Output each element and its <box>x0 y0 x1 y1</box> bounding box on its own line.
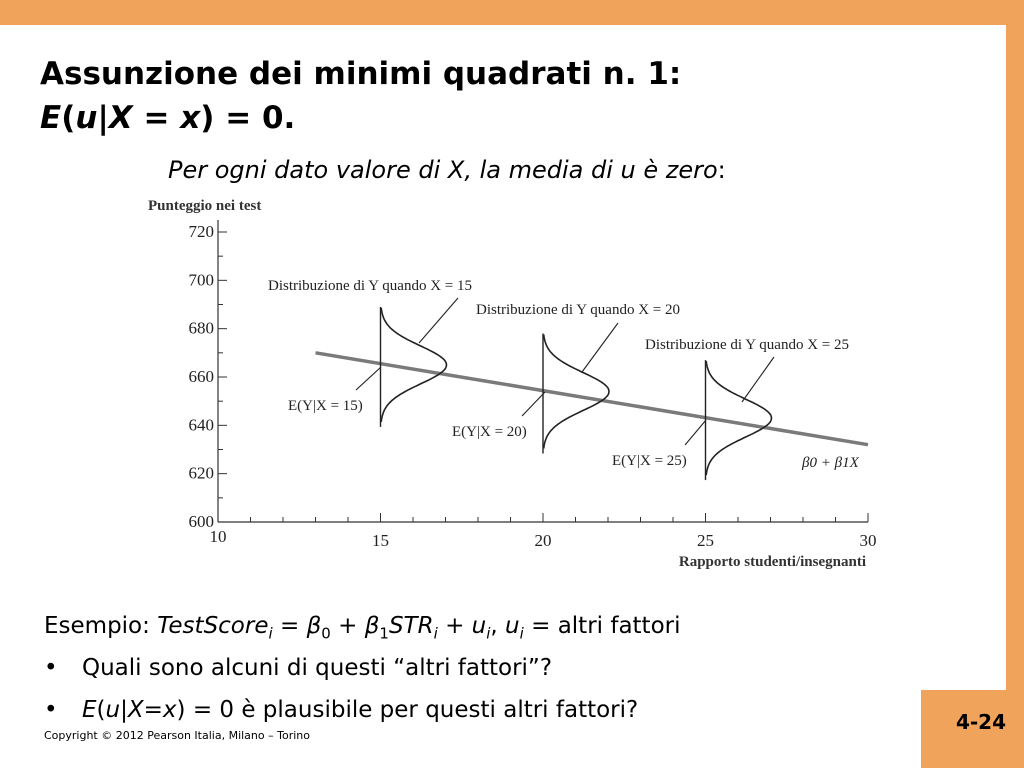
title-line-2: E(u|X = x) = 0. <box>40 100 296 136</box>
distribution-label: Distribuzione di Y quando X = 20 <box>476 302 680 318</box>
bullet-dot-icon: • <box>44 697 58 723</box>
regression-line-label: β0 + β1X <box>802 455 859 471</box>
regression-line-group <box>316 353 869 471</box>
mean-label-pointer <box>356 367 381 390</box>
x-tick-label: 15 <box>372 531 389 550</box>
example-row <box>44 606 681 648</box>
distribution-15 <box>268 278 472 427</box>
mean-label-pointer <box>522 392 545 416</box>
x-axis-label: Rapporto studenti/insegnanti <box>678 554 866 570</box>
x-tick-label: 30 <box>859 531 877 550</box>
bullet-item-1-text: Quali sono alcuni di questi “altri fattori”? <box>82 655 553 681</box>
regression-line <box>316 353 869 445</box>
page-number: 4-24 <box>955 710 1006 734</box>
bullet-list <box>44 606 681 732</box>
x-tick-label: 10 <box>209 527 227 546</box>
distribution-label-pointer <box>419 298 458 343</box>
bullet-item-2 <box>44 690 681 732</box>
title-line-1: Assunzione dei minimi quadrati n. 1: <box>40 56 682 92</box>
y-tick-label: 660 <box>188 367 214 386</box>
copyright-text: Copyright © 2012 Pearson Italia, Milano – Torino <box>44 729 310 742</box>
mean-label-pointer <box>685 420 706 445</box>
example-label: Esempio: <box>44 613 150 639</box>
y-tick-label: 640 <box>188 415 214 435</box>
mean-label: E(Y|X = 20) <box>452 424 527 440</box>
bullet-item-2-text: E(u|X=x) = 0 è plausibile per questi altri fattori? <box>82 697 639 723</box>
mean-label: E(Y|X = 15) <box>288 398 363 414</box>
bullet-item-1 <box>44 648 681 690</box>
distribution-label: Distribuzione di Y quando X = 25 <box>645 337 849 353</box>
subtitle-text: Per ogni dato valore di X, la media di u è zero <box>168 156 718 184</box>
x-tick-label: 20 <box>534 531 552 550</box>
x-tick-label: 25 <box>697 531 714 550</box>
axis-ticks <box>189 222 877 550</box>
distribution-20 <box>452 302 680 454</box>
y-tick-label: 600 <box>188 512 214 531</box>
distribution-label-pointer <box>742 357 774 402</box>
bullet-dot-icon: • <box>44 655 58 681</box>
page-number-box <box>921 690 1024 768</box>
distributions-group <box>268 278 849 480</box>
y-tick-label: 720 <box>188 222 214 241</box>
mean-label: E(Y|X = 25) <box>612 453 687 469</box>
example-formula: TestScore$_i$ = $\beta_0 + \beta_1STR_i + u_i$, $u_i$ = altri fattori <box>157 613 681 643</box>
y-tick-label: 680 <box>188 318 214 338</box>
distribution-label-pointer <box>582 323 618 372</box>
distribution-label: Distribuzione di Y quando X = 15 <box>268 278 472 294</box>
y-axis-label: Punteggio nei test <box>148 198 262 214</box>
y-tick-label: 620 <box>188 463 214 483</box>
subtitle-colon: : <box>717 156 726 184</box>
y-tick-label: 700 <box>188 270 214 290</box>
